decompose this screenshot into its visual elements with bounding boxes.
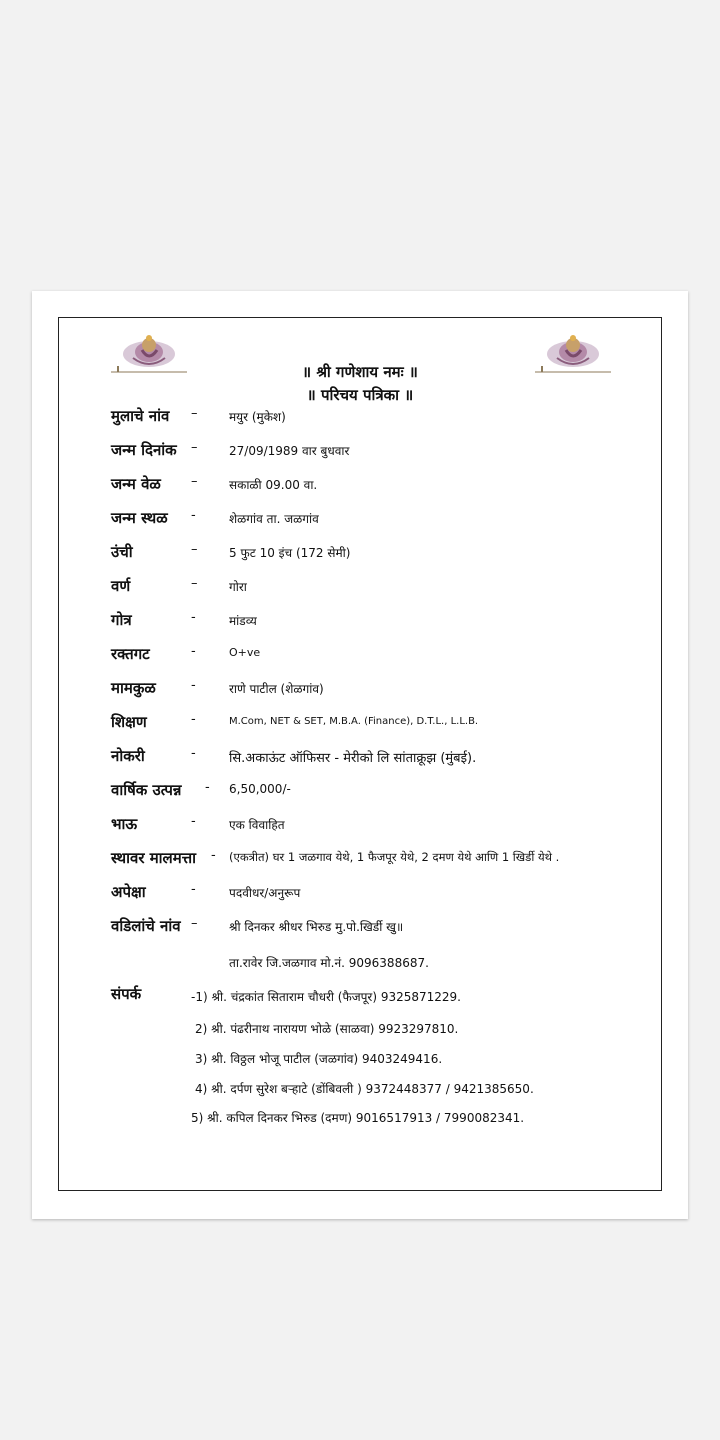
- page-border: [58, 317, 662, 1191]
- field-separator: -: [191, 814, 196, 829]
- field-separator: -: [191, 678, 196, 693]
- field-value: मयुर (मुकेश): [229, 410, 286, 424]
- field-label: स्थावर मालमत्ता: [111, 849, 196, 867]
- invocation-heading: ॥ श्री गणेशाय नमः ॥: [302, 363, 418, 381]
- field-label: नोकरी: [111, 747, 145, 765]
- contact-item: 2) श्री. पंढरीनाथ नारायण भोळे (साळवा) 9923297810.: [195, 1022, 459, 1036]
- contact-item: 5) श्री. कपिल दिनकर भिरुड (दमण) 9016517913 / 7990082341.: [191, 1111, 525, 1125]
- field-row: [111, 576, 659, 598]
- field-separator: –: [191, 542, 198, 557]
- field-separator: –: [191, 576, 198, 591]
- field-row: [111, 882, 659, 904]
- field-value: पदवीधर/अनुरूप: [229, 886, 301, 900]
- biodata-page: [32, 291, 688, 1219]
- field-label: जन्म वेळ: [111, 475, 161, 493]
- field-label: जन्म स्थळ: [111, 509, 168, 527]
- field-value: सि.अकाऊंट ऑफिसर - मेरीको लि सांताक्रूझ (मुंबई).: [229, 751, 477, 766]
- field-value: 6,50,000/-: [229, 782, 291, 796]
- field-value: गोरा: [229, 580, 247, 594]
- field-row: [111, 406, 659, 428]
- field-separator: -: [191, 712, 196, 727]
- field-label: वर्ण: [111, 577, 131, 595]
- field-label: गोत्र: [111, 611, 132, 629]
- field-label: वार्षिक उत्पन्न: [111, 781, 182, 799]
- field-row: [111, 848, 659, 870]
- field-separator: -: [191, 746, 196, 761]
- field-value: 27/09/1989 वार बुधवार: [229, 444, 350, 458]
- page-title: ॥ परिचय पत्रिका ॥: [306, 386, 414, 404]
- field-row: [111, 678, 659, 700]
- father-address: ता.रावेर जि.जळगाव मो.नं. 9096388687.: [229, 956, 429, 970]
- field-value: 5 फुट 10 इंच (172 सेमी): [229, 546, 351, 560]
- field-value: M.Com, NET & SET, M.B.A. (Finance), D.T.L., L.L.B.: [229, 716, 479, 727]
- field-row: [111, 746, 659, 768]
- field-row: [111, 508, 659, 530]
- field-label: अपेक्षा: [111, 883, 146, 901]
- field-row: [111, 474, 659, 496]
- field-separator: -: [191, 508, 196, 523]
- field-value: सकाळी 09.00 वा.: [229, 478, 318, 492]
- field-label: मुलाचे नांव: [111, 407, 170, 425]
- field-label: रक्तगट: [111, 645, 150, 663]
- field-value: एक विवाहित: [229, 818, 285, 832]
- field-row: [111, 542, 659, 564]
- field-separator: –: [191, 440, 198, 455]
- field-separator: -: [205, 780, 210, 795]
- field-row: [111, 814, 659, 836]
- field-row: [111, 644, 659, 666]
- field-separator: –: [191, 916, 198, 931]
- contact-label: संपर्क: [111, 985, 142, 1003]
- field-label: उंची: [111, 543, 133, 561]
- field-separator: –: [191, 406, 198, 421]
- field-separator: -: [191, 644, 196, 659]
- field-label: मामकुळ: [111, 679, 156, 697]
- field-row: [111, 916, 659, 938]
- field-label: शिक्षण: [111, 713, 147, 731]
- contact-item: 3) श्री. विठ्ठल भोजू पाटील (जळगांव) 9403249416.: [195, 1052, 443, 1066]
- field-value: शेळगांव ता. जळगांव: [229, 512, 319, 526]
- field-value: राणे पाटील (शेळगांव): [229, 682, 324, 696]
- contact-item: -1) श्री. चंद्रकांत सिताराम चौधरी (फैजपूर) 9325871229.: [191, 990, 461, 1004]
- field-value: श्री दिनकर श्रीधर भिरुड मु.पो.खिर्डी खु॥: [229, 920, 404, 934]
- field-label: भाऊ: [111, 815, 138, 833]
- field-value: O+ve: [229, 646, 261, 659]
- field-row: [111, 780, 659, 802]
- contact-item: 4) श्री. दर्पण सुरेश बऱ्हाटे (डोंबिवली ) 9372448377 / 9421385650.: [195, 1082, 534, 1096]
- field-row: [111, 712, 659, 734]
- field-value: मांडव्य: [229, 614, 257, 628]
- field-separator: -: [191, 882, 196, 897]
- field-row: [111, 610, 659, 632]
- field-label: जन्म दिनांक: [111, 441, 177, 459]
- field-separator: -: [191, 610, 196, 625]
- field-separator: –: [191, 474, 198, 489]
- field-label: वडिलांचे नांव: [111, 917, 181, 935]
- field-value: (एकत्रीत) घर 1 जळगाव येथे, 1 फैजपूर येथे, 2 दमण येथे आणि 1 खिर्डी येथे .: [229, 850, 560, 864]
- field-row: [111, 440, 659, 462]
- field-separator: -: [211, 848, 216, 863]
